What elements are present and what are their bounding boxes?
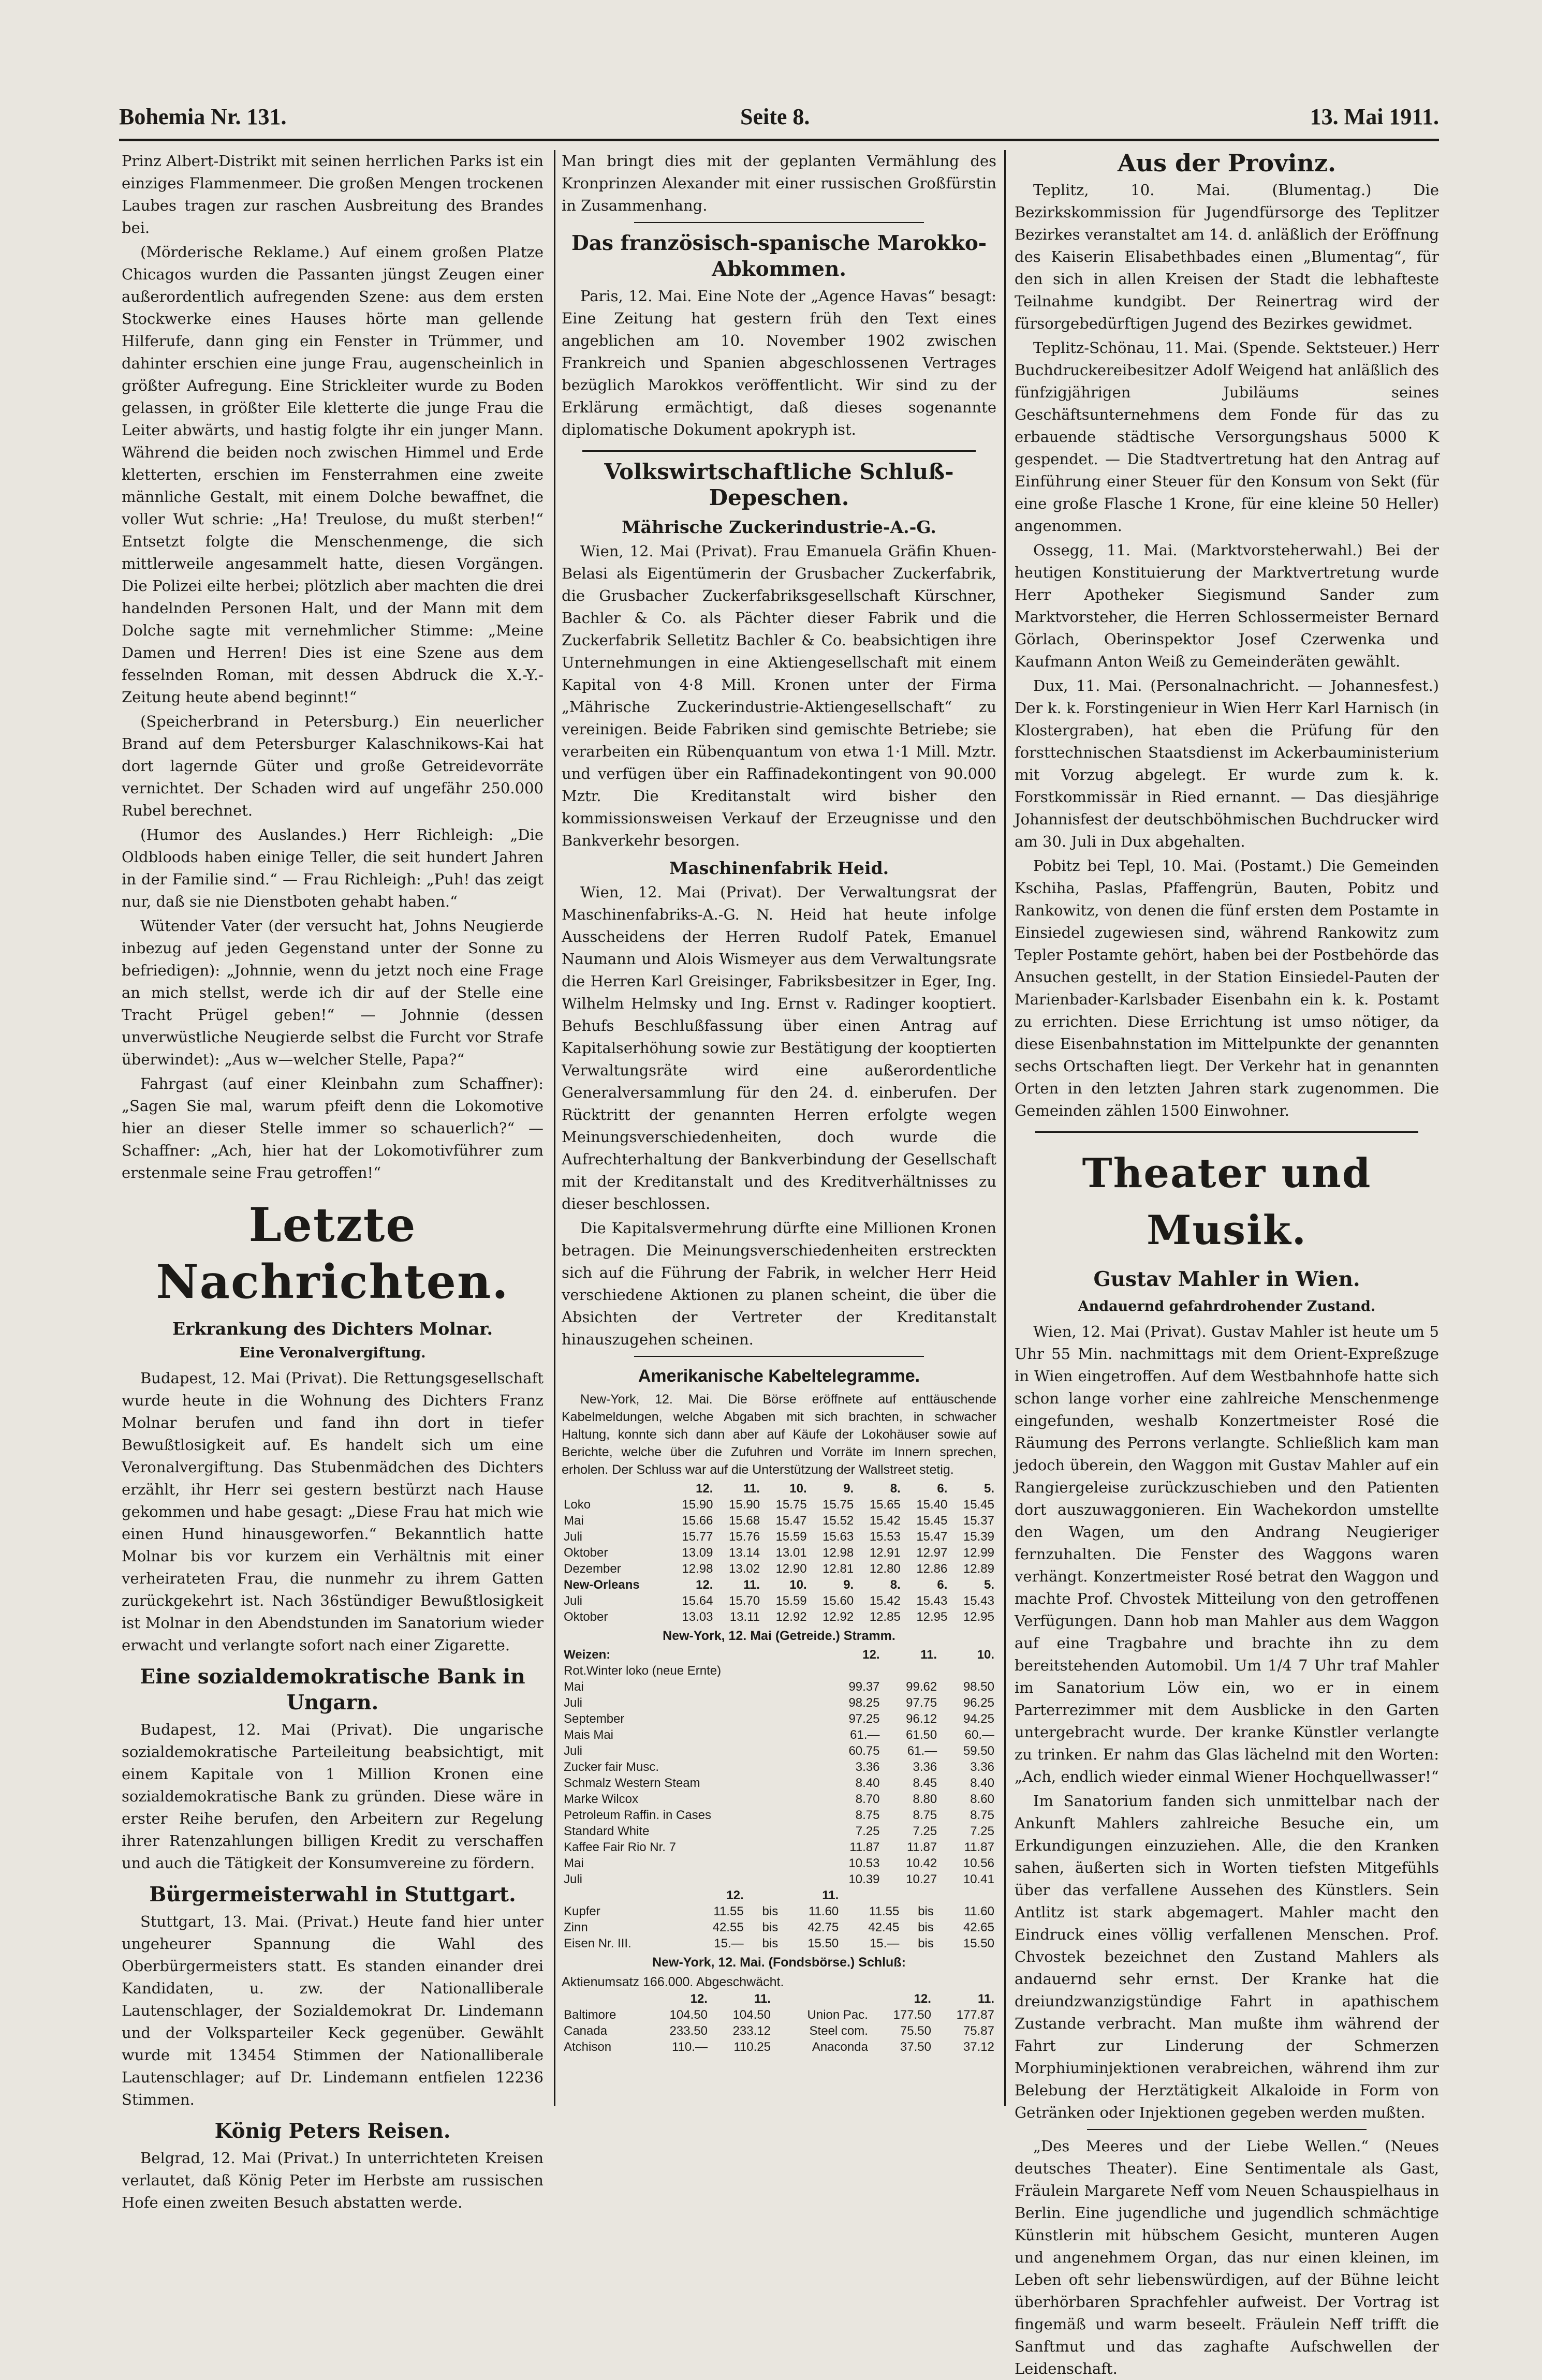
- table-cell: 75.87: [963, 2024, 994, 2038]
- table-cell: 15.50: [963, 1936, 994, 1950]
- row-label: Kupfer: [564, 1904, 600, 1918]
- row-label: Oktober: [564, 1610, 608, 1624]
- table-cell: 11.87: [849, 1840, 880, 1854]
- table-cell: 10.: [789, 1482, 807, 1496]
- table-cell: 11.: [920, 1648, 937, 1662]
- table-row: [562, 1759, 996, 1775]
- table-cell: 12.89: [963, 1562, 994, 1576]
- table-cell: 7.25: [913, 1824, 937, 1838]
- page-number: Seite 8.: [740, 104, 810, 129]
- table-cell: 11.55: [869, 1904, 900, 1918]
- table-header-row: [562, 1577, 996, 1593]
- row-label: [562, 1481, 668, 1497]
- table-cell: 7.25: [970, 1824, 994, 1838]
- table-cell: 13.03: [682, 1610, 713, 1624]
- table-cell: 12.99: [963, 1546, 994, 1560]
- table-cell: 11.87: [964, 1840, 994, 1854]
- article-mahler-2: Im Sanatorium fanden sich unmittelbar nach der Ankunft Mahlers zahlreiche Besuche ein, um Erkundigungen einzuziehen. Alle, die den Kranken sahen, äußerten sich in Worten tiefsten Mitgefühls über das verfallene Aussehen des Künstlers. Sein Antlitz ist stark abgemagert. Mahler macht den Eindruck eines völlig verfallenen Menschen. Prof. Chvostek bezeichnet den Zustand Mahlers als andauernd sehr ernst. Der Kranke hat die dreiundzwanzigstündige Fahrt in apathischem Zustande verbracht. Man mußte ihm während der Fahrt zur Linderung der Schmerzen Morphiuminjektionen verabreichen, während ihm zur Belebung der Herztätigkeit Alkaloide in Form von Getränken oder Injektionen gegeben werden mußten.: [1015, 1792, 1439, 2121]
- table-header-row: [562, 1481, 996, 1497]
- table-header-row: [562, 1991, 996, 2007]
- row-label: [562, 1887, 685, 1903]
- table-cell: 42.75: [807, 1920, 839, 1934]
- table-cell: 10.41: [963, 1872, 994, 1886]
- table-row: [562, 1791, 996, 1807]
- article-teplitz: Teplitz, 10. Mai. (Blumentag.) Die Bezirkskommission für Jugendfürsorge des Teplitzer Bezirkes veranstaltet am 14. d. anläßlich der Eröffnung des Kaiserin Elisabethbades einen „Blumentag“, für den sich in allen Kreisen der Stadt die lebhafteste Teilnahme kundgibt. Der Reinertrag wird der fürsorgebedürftigen Jugend des Bezirkes gewidmet.: [1015, 181, 1439, 332]
- table-cell: 42.65: [963, 1920, 994, 1934]
- table-cell: 15.70: [729, 1594, 760, 1608]
- table-cell: 12.: [696, 1482, 713, 1496]
- row-label: Rot.Winter loko (neue Ernte): [564, 1664, 722, 1678]
- table-row: [562, 1711, 996, 1727]
- table-row: [562, 1903, 996, 1919]
- table-cell: 13.14: [729, 1546, 760, 1560]
- table-cell: 8.40: [970, 1776, 994, 1790]
- table-cell: Steel com.: [809, 2024, 868, 2038]
- table-cell: 10.42: [906, 1856, 937, 1870]
- table-cell: 15.—: [869, 1936, 900, 1950]
- table-cell: 96.12: [906, 1712, 937, 1726]
- article-dux: Dux, 11. Mai. (Personalnachricht. — Johannesfest.) Der k. k. Forstingenieur in Wien Herr Karl Harnisch (in Klostergraben), hat eben die Prüfung für den forsttechnischen Staatsdienst im Ackerbauministerium mit Vorzug abgelegt. Er wurde zum k. k. Forstkommissär in Ried ernannt. — Das diesjährige Johannisfest der deutschböhmischen Buchdrucker wird am 30. Juli in Dux abgehalten.: [1015, 677, 1439, 850]
- subheadline-mahler: Andauernd gefahrdrohender Zustand.: [1078, 1298, 1376, 1314]
- table-cell: 11.55: [713, 1904, 744, 1918]
- row-label: Loko: [564, 1498, 591, 1512]
- row-label: Weizen:: [564, 1648, 611, 1662]
- table-cell: 42.45: [868, 1920, 900, 1934]
- row-label: Dezember: [564, 1562, 621, 1576]
- table-row: [562, 1935, 996, 1952]
- table-cell: 12.97: [916, 1546, 948, 1560]
- table-row: [562, 1695, 996, 1711]
- table-cell: 8.60: [970, 1792, 994, 1806]
- article-molnar: Budapest, 12. Mai (Privat). Die Rettungsgesellschaft wurde heute in die Wohnung des Dichters Franz Molnar berufen und fand ihn dort in tiefer Bewußtlosigkeit auf. Es handelt sich um eine Veronalvergiftung. Das Stubenmädchen des Dichters erzählt, ihr Herr sei gestern bestürzt nach Hause gekommen und habe gesagt: „Diese Frau hat mich wie einen Hund hinausgeworfen.“ Bekanntlich hatte Molnar bis vor kurzem ein Verhältnis mit einer verheirateten Frau, die nunmehr zu ihrem Gatten zurückgekehrt ist. Nach 36stündiger Bewußtlosigkeit ist Molnar in den Abendstunden im Sanatorium wieder erwacht und verlangte sofort nach einer Zigarette.: [122, 1369, 544, 1654]
- row-label: Standard White: [564, 1824, 650, 1838]
- table-cell: 12.: [914, 1992, 931, 2006]
- row-label: Marke Wilcox: [564, 1792, 639, 1806]
- table-cell: 15.43: [963, 1594, 994, 1608]
- table-cell: 12.98: [682, 1562, 713, 1576]
- table-cell: 7.25: [855, 1824, 880, 1838]
- row-label: Oktober: [564, 1546, 608, 1560]
- grain-table: [562, 1647, 996, 1887]
- table-cell: 13.01: [775, 1546, 807, 1560]
- separator: [1035, 1131, 1418, 1133]
- table-cell: 177.50: [893, 2008, 931, 2022]
- article-speicherbrand: (Speicherbrand in Petersburg.) Ein neuerlicher Brand auf dem Petersburger Kalaschnikows-Kai hat dort lagernde Güter und große Getreidevorräte vernichtet. Der Schaden wird auf ungefähr 250.000 Rubel berechnet.: [122, 713, 544, 819]
- table-cell: 110.25: [733, 2040, 771, 2054]
- table-cell: 3.36: [913, 1760, 937, 1774]
- row-label: Juli: [564, 1744, 583, 1758]
- table-row: [562, 1727, 996, 1743]
- table-cell: 42.55: [712, 1920, 744, 1934]
- table-header-row: [562, 1887, 996, 1903]
- table-cell: 11.: [822, 1888, 839, 1902]
- headline-stuttgart: Bürgermeisterwahl in Stuttgart.: [149, 1883, 516, 1906]
- header-rule: [119, 139, 1439, 141]
- fonds-title: New-York, 12. Mai. (Fondsbörse.) Schluß:: [652, 1955, 906, 1970]
- table-cell: 60.75: [848, 1744, 880, 1758]
- table-cell: 5.: [983, 1578, 994, 1592]
- section-heading-theater: Theater und Musik.: [1082, 1150, 1372, 1254]
- table-row: [562, 1545, 996, 1561]
- article-zucker: Wien, 12. Mai (Privat). Frau Emanuela Gräfin Khuen-Belasi als Eigentümerin der Grusbacher Zuckerfabrik, die Grusbacher Zuckerfabriksgesellschaft Kürschner, Bachler & Co. als Pächter dieser Fabrik und die Zuckerfabrik Selletitz Bachler & Co. beabsichtigen ihre Unternehmungen in eine Aktiengesellschaft mit einem Kapital von 4·8 Mill. Kronen unter der Firma „Mährische Zuckerindustrie-Aktiengesellschaft“ zu vereinigen. Beide Fabriken sind gemischte Betriebe; sie verarbeiten ein Rübenquantum von etwa 1·1 Mill. Mztr. und verfügen über ein Raffinadekontingent von 90.000 Mztr. Die Kreditanstalt wird bisher den kommissionsweisen Verkauf der Erzeugnisse und den Bankverkehr besorgen.: [562, 542, 996, 849]
- article-heid-2: Die Kapitalsvermehrung dürfte eine Millionen Kronen betragen. Die Meinungsverschiedenheiten erstreckten sich auf die Führung der Fabrik, in welcher Herr Heid verschiedene Aktionen zu planen scheint, die über die Absichten der Vertreter der Kreditanstalt hinauszugehen scheinen.: [562, 1219, 996, 1348]
- table-cell: bis: [762, 1904, 779, 1918]
- table-cell: bis: [762, 1920, 779, 1934]
- table-cell: 37.12: [963, 2040, 994, 2054]
- headline-zucker: Mährische Zuckerindustrie-A.-G.: [622, 517, 936, 537]
- table-cell: 8.40: [855, 1776, 880, 1790]
- table-cell: 8.75: [970, 1808, 994, 1822]
- row-label: September: [564, 1712, 625, 1726]
- table-cell: 12.86: [916, 1562, 948, 1576]
- metal-table: [562, 1887, 996, 1952]
- table-cell: 15.50: [807, 1936, 839, 1950]
- table-cell: 12.95: [963, 1610, 994, 1624]
- table-cell: 15.—: [714, 1936, 744, 1950]
- row-label: Atchison: [564, 2040, 612, 2054]
- table-row: [562, 1743, 996, 1759]
- table-cell: 15.47: [775, 1514, 807, 1528]
- table-cell: 233.12: [732, 2024, 771, 2038]
- table-cell: 12.95: [916, 1610, 948, 1624]
- table-cell: 8.70: [855, 1792, 880, 1806]
- table-cell: 15.47: [916, 1530, 948, 1544]
- table-cell: bis: [918, 1920, 934, 1934]
- table-cell: 6.: [937, 1578, 948, 1592]
- table-cell: 15.77: [682, 1530, 713, 1544]
- table-cell: bis: [762, 1936, 779, 1950]
- table-cell: 15.42: [869, 1594, 901, 1608]
- row-label: Eisen Nr. III.: [564, 1936, 632, 1950]
- grain-title: New-York, 12. Mai (Getreide.) Stramm.: [663, 1629, 895, 1643]
- table-cell: 15.90: [682, 1498, 713, 1512]
- headline-heid: Maschinenfabrik Heid.: [669, 858, 889, 878]
- table-cell: 59.50: [963, 1744, 994, 1758]
- issue-date: 13. Mai 1911.: [1310, 104, 1439, 129]
- table-cell: 3.36: [855, 1760, 880, 1774]
- row-label: Mai: [564, 1514, 584, 1528]
- table-cell: 6.: [937, 1482, 948, 1496]
- article-stuttgart: Stuttgart, 13. Mai. (Privat.) Heute fand hier unter ungeheurer Spannung die Wahl des Oberbürgermeisters statt. Es standen einander drei Kandidaten, u. zw. der Nationalliberale Lautenschlager, der Sozialdemokrat Dr. Lindemann und der Volksparteiler Keck gegenüber. Gewählt wurde mit 13454 Stimmen der Nationalliberale Lautenschlager; auf Dr. Lindemann entfielen 12236 Stimmen.: [122, 1913, 544, 2108]
- cotton-table: [562, 1481, 996, 1625]
- table-cell: [773, 1991, 870, 2007]
- table-cell: 15.59: [775, 1530, 807, 1544]
- article-bank: Budapest, 12. Mai (Privat). Die ungarische sozialdemokratische Parteileitung beabsichtigt, mit einem Kapitale von 1 Million Kronen eine sozialdemokratische Bank zu gründen. Diese wäre in erster Reihe berufen, den Arbeitern zur Regelung ihrer Ratenzahlungen billigen Kredit zu verschaffen und auch die Tätigkeit der Konsumvereine zu fördern.: [122, 1721, 544, 1872]
- table-cell: 15.64: [682, 1594, 713, 1608]
- table-row: [562, 1593, 996, 1609]
- table-cell: 15.75: [823, 1498, 854, 1512]
- table-cell: 15.75: [775, 1498, 807, 1512]
- table-cell: [882, 1663, 939, 1679]
- article-vermaehlung: Man bringt dies mit der geplanten Vermählung des Kronprinzen Alexander mit einer russischen Großfürstin in Zusammenhang.: [562, 152, 996, 214]
- table-row: [562, 2007, 996, 2023]
- article-mahler: Wien, 12. Mai (Privat). Gustav Mahler ist heute um 5 Uhr 55 Min. nachmittags mit dem Orient-Expreßzuge in Wien eingetroffen. Auf dem Westbahnhofe hatte sich schon lange vorher eine zahlreiche Menschenmenge eingefunden, weshalb Konzertmeister Rosé die Räumung des Perrons verlangte. Schließlich kam man jedoch überein, den Waggon mit Gustav Mahler auf ein Rangiergeleise zurückzuschieben und den Patienten dort auszuwaggonieren. Ein Wachekordon umstellte den Wagen, um den Andrang Neugieriger fernzuhalten. Die Fenster des Waggons waren verhängt. Konzertmeister Rosé betrat den Waggon und machte Prof. Chvostek Mitteilung von den getroffenen Verfügungen. Dann hob man Mahler aus dem Waggon auf eine Tragbahre und brachte ihn zu dem bereitstehenden Automobil. Um 1/4 7 Uhr traf Mahler im Sanatorium Löw ein, wo er in einem Parterrezimmer mit dem Ausblicke in den Garten untergebracht wurde. Der kranke Künstler verlangte zu trinken. Er nahm das Glas lächelnd mit den Worten: „Ach, endlich wieder einmal Wiener Hochquellwasser!“: [1015, 1323, 1439, 1785]
- article-peter: Belgrad, 12. Mai (Privat.) In unterrichteten Kreisen verlautet, daß König Peter im Herbste am russischen Hofe einen zweiten Besuch abstatten werde.: [122, 2149, 544, 2211]
- table-cell: 11.60: [964, 1904, 994, 1918]
- table-cell: 13.02: [729, 1562, 760, 1576]
- table-cell: 8.75: [913, 1808, 937, 1822]
- row-label: Mai: [564, 1680, 584, 1694]
- table-cell: 98.50: [963, 1680, 994, 1694]
- row-label: Schmalz Western Steam: [564, 1776, 700, 1790]
- table-cell: 13.09: [682, 1546, 713, 1560]
- table-cell: 94.25: [963, 1712, 994, 1726]
- article-marokko: Paris, 12. Mai. Eine Note der „Agence Havas“ besagt: Eine Zeitung hat gestern früh den Text eines angeblichen am 10. November 1902 zwischen Frankreich und Spanien abgeschlossenen Vertrages bezüglich Marokkos veröffentlicht. Wir sind zu der Erklärung ermächtigt, daß dieses sogenannte diplomatische Dokument apokryph ist.: [562, 287, 996, 438]
- article-meeres-review: „Des Meeres und der Liebe Wellen.“ (Neues deutsches Theater). Eine Sentimentale als Gast, Fräulein Margarete Neff vom Neuen Schauspielhaus in Berlin. Eine jugendliche und jugendlich schmächtige Künstlerin mit hübschem Gesicht, munteren Augen und angenehmem Organ, das nur einen kleinen, im Leben oft sehr liebenswürdigen, auf der Bühne leicht überhörbaren Sprachfehler aufweist. Der Vortrag ist fingemäß und warm beseelt. Fräulein Neff trifft die Sanftmut und das zaghafte Aufschwellen der Leidenschaft.: [1015, 2137, 1439, 2377]
- column-divider-1: [554, 150, 555, 2106]
- table-cell: 12.98: [823, 1546, 854, 1560]
- column-3: [1015, 149, 1439, 2377]
- row-label: Juli: [564, 1872, 583, 1886]
- table-row: [562, 1855, 996, 1871]
- table-cell: 177.87: [956, 2008, 994, 2022]
- table-cell: 15.45: [963, 1498, 994, 1512]
- table-cell: 13.11: [729, 1610, 760, 1624]
- table-cell: 11.: [754, 1992, 771, 2006]
- table-cell: 8.75: [855, 1808, 880, 1822]
- table-cell: 15.52: [823, 1514, 854, 1528]
- article-vater: Wütender Vater (der versucht hat, Johns Neugierde inbezug auf jeden Gegenstand unter der Sonne zu befriedigen): „Johnnie, wenn du jetzt noch eine Frage an mich stellst, werde ich dir auf der Stelle eine Tracht Prügel geben!“ — Johnnie (dessen unverwüstliche Neugierde selbst die Furcht vor Strafe überwindet): „Aus w—welcher Stelle, Papa?“: [122, 917, 544, 1068]
- row-label: Baltimore: [564, 2008, 616, 2022]
- table-cell: 10.: [789, 1578, 807, 1592]
- headline-mahler: Gustav Mahler in Wien.: [1093, 1267, 1360, 1291]
- fonds-umsatz: Aktienumsatz 166.000. Abgeschwächt.: [562, 1975, 784, 1989]
- separator: [634, 222, 924, 223]
- table-row: [562, 1561, 996, 1577]
- table-cell: 10.39: [848, 1872, 880, 1886]
- table-cell: 15.42: [869, 1514, 901, 1528]
- section-heading-letzte-nachrichten: Letzte Nachrichten.: [156, 1198, 509, 1309]
- table-row: [562, 1529, 996, 1545]
- table-cell: 15.59: [775, 1594, 807, 1608]
- table-cell: 12.81: [823, 1562, 854, 1576]
- article-heid: Wien, 12. Mai (Privat). Der Verwaltungsrat der Maschinenfabriks-A.-G. N. Heid hat heute infolge Ausscheidens der Herren Rudolf Patek, Emanuel Naumann und Alois Wismeyer aus dem Verwaltungsrate die Herren Karl Greisinger, Fabriksbesitzer in Eger, Ing. Wilhelm Helmsky und Ing. Ernst v. Radinger kooptiert. Behufs Beschlußfassung über einen Antrag auf Kapitalserhöhung sowie zur Bestätigung der kooptierten Verwaltungsräte wird eine außerordentliche Generalversammlung für den 24. d. einberufen. Der Rücktritt der genannten Herren erfolgte wegen Meinungsverschiedenheiten, doch wurde die Aufrechterhaltung der Bankverbindung der Gesellschaft mit der Kreditanstalt und des Kreditverhältnisses zu dieser beschlossen.: [562, 883, 996, 1213]
- article-fire-intro: Prinz Albert-Distrikt mit seinen herrlichen Parks ist ein einziges Flammenmeer. Die großen Mengen trockenen Laubes tragen zur raschen Ausbreitung des Brandes bei.: [122, 152, 544, 236]
- article-humor: (Humor des Auslandes.) Herr Richleigh: „Die Oldbloods haben einige Teller, die seit hundert Jahren in der Familie sind.“ — Frau Richleigh: „Puh! das zeigt nur, daß sie nie Dienstboten gehabt haben.“: [122, 826, 544, 910]
- table-cell: Union Pac.: [807, 2008, 868, 2022]
- table-cell: 233.50: [669, 2024, 708, 2038]
- table-cell: 9.: [843, 1482, 854, 1496]
- table-cell: 12.90: [775, 1562, 807, 1576]
- table-row: [562, 1919, 996, 1935]
- table-header-row: [562, 1647, 996, 1663]
- separator: [1087, 2129, 1367, 2130]
- table-cell: 11.: [743, 1482, 760, 1496]
- table-cell: 10.: [977, 1648, 994, 1662]
- table-row: [562, 1839, 996, 1855]
- table-cell: bis: [918, 1936, 934, 1950]
- article-ossegg: Ossegg, 11. Mai. (Marktvorsteherwahl.) Bei der heutigen Konstituierung der Marktvertretung wurde Herr Apotheker Siegismund Sander zum Marktvorsteher, die Herren Schlossermeister Bernard Görlach, Oberinspektor Josef Czerwenka und Kaufmann Anton Weiß zu Gemeinderäten gewählt.: [1015, 541, 1439, 670]
- table-cell: 99.62: [906, 1680, 937, 1694]
- row-label: Canada: [564, 2024, 608, 2038]
- table-cell: [825, 1663, 882, 1679]
- table-cell: 12.92: [823, 1610, 854, 1624]
- table-cell: Anaconda: [812, 2040, 868, 2054]
- table-cell: 15.43: [916, 1594, 948, 1608]
- table-cell: 15.45: [916, 1514, 948, 1528]
- table-cell: 99.37: [848, 1680, 880, 1694]
- fonds-table: [562, 1991, 996, 2055]
- table-row: [562, 1609, 996, 1625]
- article-reklame: (Mörderische Reklame.) Auf einem großen Platze Chicagos wurden die Passanten jüngst Zeugen einer außerordentlich aufregenden Szene: aus dem ersten Stockwerke eines Hauses hörte man gellende Hilferufe, dann ging ein Fenster in Trümmer, und dahinter erschien eine junge Frau, augenscheinlich in größter Aufregung. Eine Strickleiter wurde zu Boden gelassen, in größter Eile kletterte die junge Frau die Leiter abwärts, und hastig folgte ihr ein junger Mann. Während die beiden noch zwischen Himmel und Erde kletterten, erschien im Fensterrahmen eine zweite männliche Gestalt, mit einem Dolche bewaffnet, die voller Wut schrie: „Ha! Treulose, du mußt sterben!“ Entsetzt folgte die Menschenmenge, die sich mittlerweile angesammelt hatte, diesen Vorgängen. Die Polizei eilte herbei; plötzlich aber machten die drei handelnden Personen Halt, und der Mann mit dem Dolche sagte mit vernehmlicher Stimme: „Meine Damen und Herren! Dies ist eine Szene aus dem fesselnden Roman, mit dessen Abdruck die X.-Y.-Zeitung heute abend beginnt!“: [122, 243, 544, 706]
- table-cell: 61.—: [907, 1744, 937, 1758]
- table-cell: 8.: [890, 1578, 901, 1592]
- table-cell: 110.—: [672, 2040, 708, 2054]
- table-cell: 12.: [690, 1992, 708, 2006]
- table-row: [562, 1663, 996, 1679]
- table-cell: 96.25: [963, 1696, 994, 1710]
- table-cell: 97.25: [848, 1712, 880, 1726]
- table-cell: bis: [918, 1904, 934, 1918]
- table-cell: 12.80: [869, 1562, 901, 1576]
- table-cell: 98.25: [848, 1696, 880, 1710]
- table-cell: 60.—: [964, 1728, 994, 1742]
- row-label: New-Orleans: [564, 1578, 640, 1592]
- table-cell: 15.40: [916, 1498, 948, 1512]
- table-row: [562, 2039, 996, 2055]
- row-label: Juli: [564, 1696, 583, 1710]
- table-cell: 12.: [726, 1888, 744, 1902]
- section-heading-volkswirtschaft: Volkswirtschaftliche Schluß-Depeschen.: [604, 459, 954, 510]
- masthead: [119, 104, 1439, 135]
- headline-bank: Eine sozialdemokratische Bank in Ungarn.: [140, 1665, 525, 1714]
- headline-molnar: Erkrankung des Dichters Molnar.: [172, 1319, 493, 1339]
- row-label: Mai: [564, 1856, 584, 1870]
- column-1: [122, 150, 544, 2211]
- table-cell: 15.90: [729, 1498, 760, 1512]
- table-cell: 15.66: [682, 1514, 713, 1528]
- table-cell: 12.85: [869, 1610, 901, 1624]
- headline-marokko: Das französisch-spanische Marokko-Abkommen.: [571, 231, 987, 281]
- table-cell: 15.63: [823, 1530, 854, 1544]
- column-divider-2: [1004, 150, 1006, 2106]
- table-row: [562, 1871, 996, 1887]
- table-row: [562, 1775, 996, 1791]
- row-label: Zinn: [564, 1920, 588, 1934]
- table-row: [562, 2023, 996, 2039]
- table-cell: 97.75: [906, 1696, 937, 1710]
- table-cell: 12.: [862, 1648, 880, 1662]
- table-cell: 12.91: [869, 1546, 901, 1560]
- table-cell: 37.50: [900, 2040, 931, 2054]
- paper-issue: Bohemia Nr. 131.: [119, 104, 287, 129]
- table-cell: 5.: [983, 1482, 994, 1496]
- table-cell: 8.45: [913, 1776, 937, 1790]
- headline-amerikanische-kabel: Amerikanische Kabeltelegramme.: [638, 1366, 920, 1386]
- subheadline-molnar: Eine Veronalvergiftung.: [239, 1345, 426, 1361]
- row-label: Juli: [564, 1530, 583, 1544]
- table-cell: 3.36: [970, 1760, 994, 1774]
- table-cell: 15.76: [729, 1530, 760, 1544]
- article-fahrgast: Fahrgast (auf einer Kleinbahn zum Schaffner): „Sagen Sie mal, warum pfeift denn die Lokomotive hier an dieser Stelle immer so schauerlich?“ — Schaffner: „Ach, hier hat der Lokomotivführer zum erstenmale seine Frau getroffen!“: [122, 1075, 544, 1181]
- table-cell: 10.27: [906, 1872, 937, 1886]
- separator: [634, 1356, 924, 1357]
- table-cell: 10.53: [848, 1856, 880, 1870]
- article-pobitz: Pobitz bei Tepl, 10. Mai. (Postamt.) Die Gemeinden Kschiha, Paslas, Pfaffengrün, Bauten, Pobitz und Rankowitz, von denen die fünf ersten dem Postamte in Einsiedel zugewiesen sind, während Rankowitz zum Tepler Postamte gehört, haben bei der Postbehörde das Ansuchen gestellt, in der Station Einsiedel-Pauten der Marienbader-Karlsbader Eisenbahn ein k. k. Postamt zu errichten. Diese Errichtung ist umso nötiger, da diese Eisenbahnstation im Mittelpunkte der genannten sechs Ortschaften liegt. Der Verkehr hat in genannten Orten in den letzten Jahren stark zugenommen. Die Gemeinden zählen 1500 Einwohner.: [1015, 857, 1439, 1119]
- table-cell: 12.92: [775, 1610, 807, 1624]
- table-row: [562, 1823, 996, 1839]
- table-cell: 15.60: [823, 1594, 854, 1608]
- article-teplitz-schoenau: Teplitz-Schönau, 11. Mai. (Spende. Sektsteuer.) Herr Buchdruckereibesitzer Adolf Weigend hat anläßlich des fünfzigjährigen Jubiläums seines Geschäftsunternehmens dem Fonde für das zu erbauende städtische Versorgungshaus 5000 K gespendet. — Die Stadtvertretung hat den Antrag auf Einführung einer Steuer für den Konsum von Sekt (für eine große Flasche 1 Krone, für eine kleine 50 Heller) angenommen.: [1015, 339, 1439, 535]
- table-cell: 15.68: [729, 1514, 760, 1528]
- table-cell: 10.56: [963, 1856, 994, 1870]
- table-cell: [746, 1887, 781, 1903]
- table-cell: 8.80: [913, 1792, 937, 1806]
- table-cell: 15.37: [963, 1514, 994, 1528]
- row-label: Kaffee Fair Rio Nr. 7: [564, 1840, 676, 1854]
- table-cell: 11.60: [808, 1904, 839, 1918]
- table-cell: 15.53: [869, 1530, 901, 1544]
- table-cell: 11.87: [906, 1840, 937, 1854]
- table-cell: 61.—: [850, 1728, 880, 1742]
- table-cell: 11.: [977, 1992, 994, 2006]
- table-cell: [939, 1663, 996, 1679]
- table-cell: 104.50: [732, 2008, 771, 2022]
- separator: [582, 450, 976, 452]
- table-cell: 15.65: [869, 1498, 901, 1512]
- table-cell: 104.50: [669, 2008, 708, 2022]
- article-amerikanische-kabel: New-York, 12. Mai. Die Börse eröffnete auf enttäuschende Kabelmeldungen, welche Abgaben mit sich brachten, in schwacher Haltung, konnte sich dann aber auf Käufe der Lokohäuser sowie auf Berichte, welche über die Zufuhren und Vorräte im Innern sprechen, erholen. Der Schluss war auf die Unterstützung der Wallstreet stetig.: [562, 1392, 996, 1477]
- row-label: Mais Mai: [564, 1728, 614, 1742]
- headline-peter: König Peters Reisen.: [214, 2119, 451, 2143]
- table-cell: 12.: [696, 1578, 713, 1592]
- section-heading-provinz: Aus der Provinz.: [1117, 149, 1337, 177]
- table-row: [562, 1679, 996, 1695]
- table-cell: 15.39: [963, 1530, 994, 1544]
- row-label: [562, 1991, 647, 2007]
- table-cell: 9.: [843, 1578, 854, 1592]
- table-cell: 61.50: [906, 1728, 937, 1742]
- row-label: Petroleum Raffin. in Cases: [564, 1808, 712, 1822]
- table-row: [562, 1497, 996, 1513]
- table-cell: 8.: [890, 1482, 901, 1496]
- column-2: [562, 150, 996, 2127]
- row-label: Juli: [564, 1594, 583, 1608]
- row-label: Zucker fair Musc.: [564, 1760, 659, 1774]
- table-row: [562, 1807, 996, 1823]
- table-cell: 75.50: [900, 2024, 931, 2038]
- table-row: [562, 1513, 996, 1529]
- table-cell: 11.: [743, 1578, 760, 1592]
